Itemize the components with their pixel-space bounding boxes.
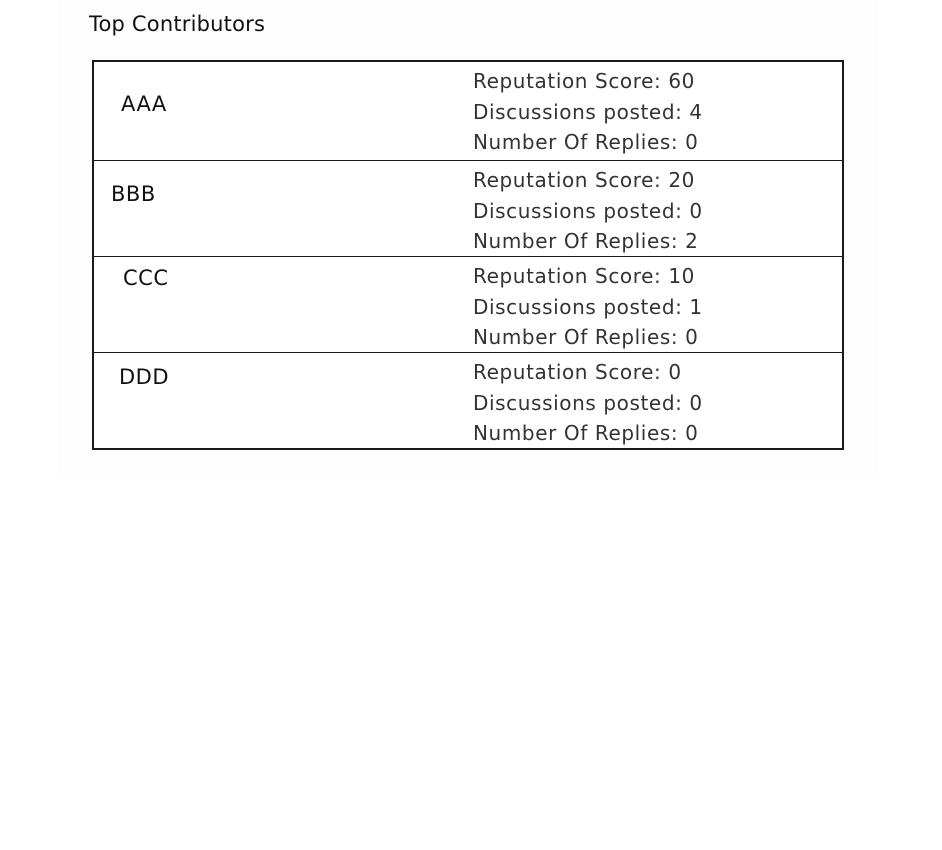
- number-of-replies: Number Of Replies: 0: [473, 325, 699, 349]
- number-of-replies: Number Of Replies: 0: [473, 421, 699, 445]
- panel-title: Top Contributors: [89, 12, 266, 36]
- contributor-name[interactable]: AAA: [121, 92, 167, 116]
- contributor-row: [94, 256, 842, 352]
- contributor-stats: [473, 357, 703, 449]
- reputation-score: Reputation Score: 0: [473, 360, 682, 384]
- contributor-name[interactable]: BBB: [111, 182, 156, 206]
- contributor-stats: [473, 261, 703, 353]
- reputation-score: Reputation Score: 10: [473, 264, 695, 288]
- discussions-posted: Discussions posted: 0: [473, 198, 703, 223]
- discussions-posted: Discussions posted: 1: [473, 294, 703, 319]
- contributors-table: [92, 60, 844, 450]
- discussions-posted: Discussions posted: 0: [473, 390, 703, 415]
- contributor-row: [94, 62, 842, 160]
- contributor-stats: [473, 165, 703, 257]
- contributor-name[interactable]: DDD: [119, 365, 170, 389]
- discussions-posted: Discussions posted: 4: [473, 99, 703, 124]
- reputation-score: Reputation Score: 60: [473, 69, 695, 93]
- contributor-stats: [473, 66, 703, 158]
- contributor-name[interactable]: CCC: [123, 266, 169, 290]
- number-of-replies: Number Of Replies: 2: [473, 229, 699, 253]
- reputation-score: Reputation Score: 20: [473, 168, 695, 192]
- contributor-row: [94, 160, 842, 256]
- number-of-replies: Number Of Replies: 0: [473, 130, 699, 154]
- contributor-row: [94, 352, 842, 448]
